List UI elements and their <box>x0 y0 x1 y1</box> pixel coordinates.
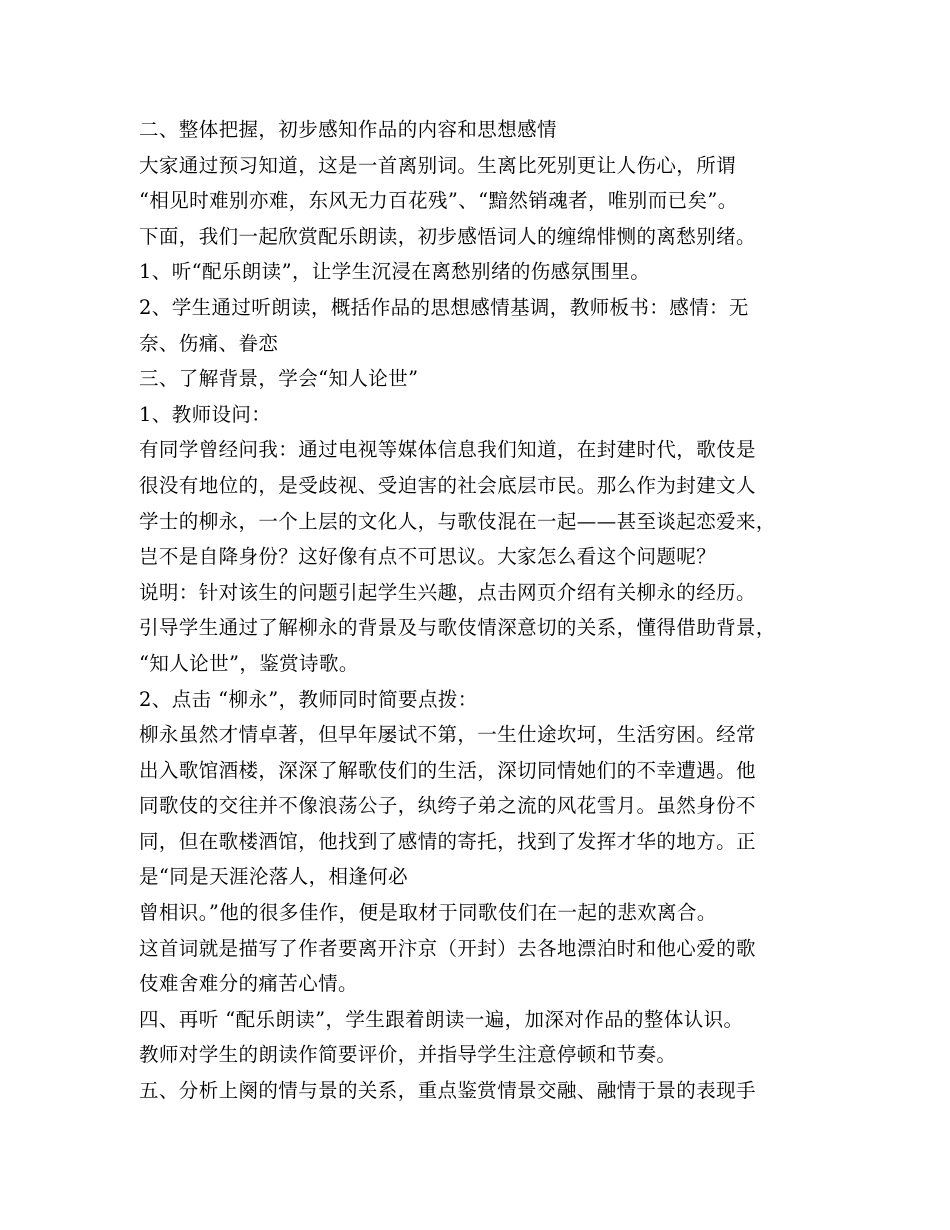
paragraph-line: 同歌伎的交往并不像浪荡公子，纨绔子弟之流的风花雪月。虽然身份不 <box>139 794 756 818</box>
list-item: 2、学生通过听朗读，概括作品的思想感情基调，教师板书：感情：无 <box>139 295 749 319</box>
list-item: 2、点击 “柳永”，教师同时简要点拨： <box>139 687 478 711</box>
paragraph-line: “知人论世”，鉴赏诗歌。 <box>139 651 359 675</box>
paragraph-line: 教师对学生的朗读作简要评价，并指导学生注意停顿和节奏。 <box>139 1043 677 1067</box>
paragraph-line: 柳永虽然才情卓著，但早年屡试不第，一生仕途坎坷，生活穷困。经常 <box>139 723 756 747</box>
paragraph-line: 很没有地位的，是受歧视、受迫害的社会底层市民。那么作为封建文人 <box>139 473 756 497</box>
paragraph-line: 同，但在歌楼酒馆，他找到了感情的寄托，找到了发挥才华的地方。正 <box>139 829 756 853</box>
section-heading: 二、整体把握，初步感知作品的内容和思想感情 <box>139 118 557 141</box>
paragraph-line: 出入歌馆酒楼，深深了解歌伎们的生活，深切同情她们的不幸遭遇。他 <box>139 758 756 782</box>
paragraph-line: 大家通过预习知道，这是一首离别词。生离比死别更让人伤心，所谓 <box>139 153 737 177</box>
paragraph-line: 引导学生通过了解柳永的背景及与歌伎情深意切的关系，懂得借助背景， <box>139 616 776 640</box>
section-heading: 三、了解背景，学会“知人论世” <box>139 367 419 391</box>
paragraph-line: “相见时难别亦难，东风无力百花残”、“黯然销魂者，唯别而已矣”。 <box>139 189 738 213</box>
paragraph-line: 学士的柳永，一个上层的文化人，与歌伎混在一起——甚至谈起恋爱来， <box>139 509 776 533</box>
paragraph-line: 岂不是自降身份？这好像有点不可思议。大家怎么看这个问题呢？ <box>139 545 717 569</box>
list-item: 1、教师设问： <box>139 402 272 426</box>
paragraph-line: 伎难舍难分的痛苦心情。 <box>139 972 358 996</box>
paragraph-line: 这首词就是描写了作者要离开汴京（开封）去各地漂泊时和他心爱的歌 <box>139 936 756 960</box>
list-item: 1、听“配乐朗读”，让学生沉浸在离愁别绪的伤感氛围里。 <box>139 260 651 284</box>
section-heading: 五、分析上阕的情与景的关系，重点鉴赏情景交融、融情于景的表现手 <box>139 1079 756 1103</box>
document-body <box>139 112 839 1109</box>
paragraph-line: 下面，我们一起欣赏配乐朗读，初步感悟词人的缠绵悱恻的离愁别绪。 <box>139 224 756 248</box>
paragraph-line: 说明：针对该生的问题引起学生兴趣，点击网页介绍有关柳永的经历。 <box>139 580 756 604</box>
section-heading: 四、再听 “配乐朗读”，学生跟着朗读一遍，加深对作品的整体认识。 <box>139 1007 744 1031</box>
paragraph-line: 是“同是天涯沦落人，相逢何必 <box>139 865 409 889</box>
paragraph-line: 奈、伤痛、眷恋 <box>139 331 279 355</box>
paragraph-line: 有同学曾经问我：通过电视等媒体信息我们知道，在封建时代，歌伎是 <box>139 438 756 462</box>
paragraph-line: 曾相识。”他的很多佳作，便是取材于同歌伎们在一起的悲欢离合。 <box>139 901 717 925</box>
